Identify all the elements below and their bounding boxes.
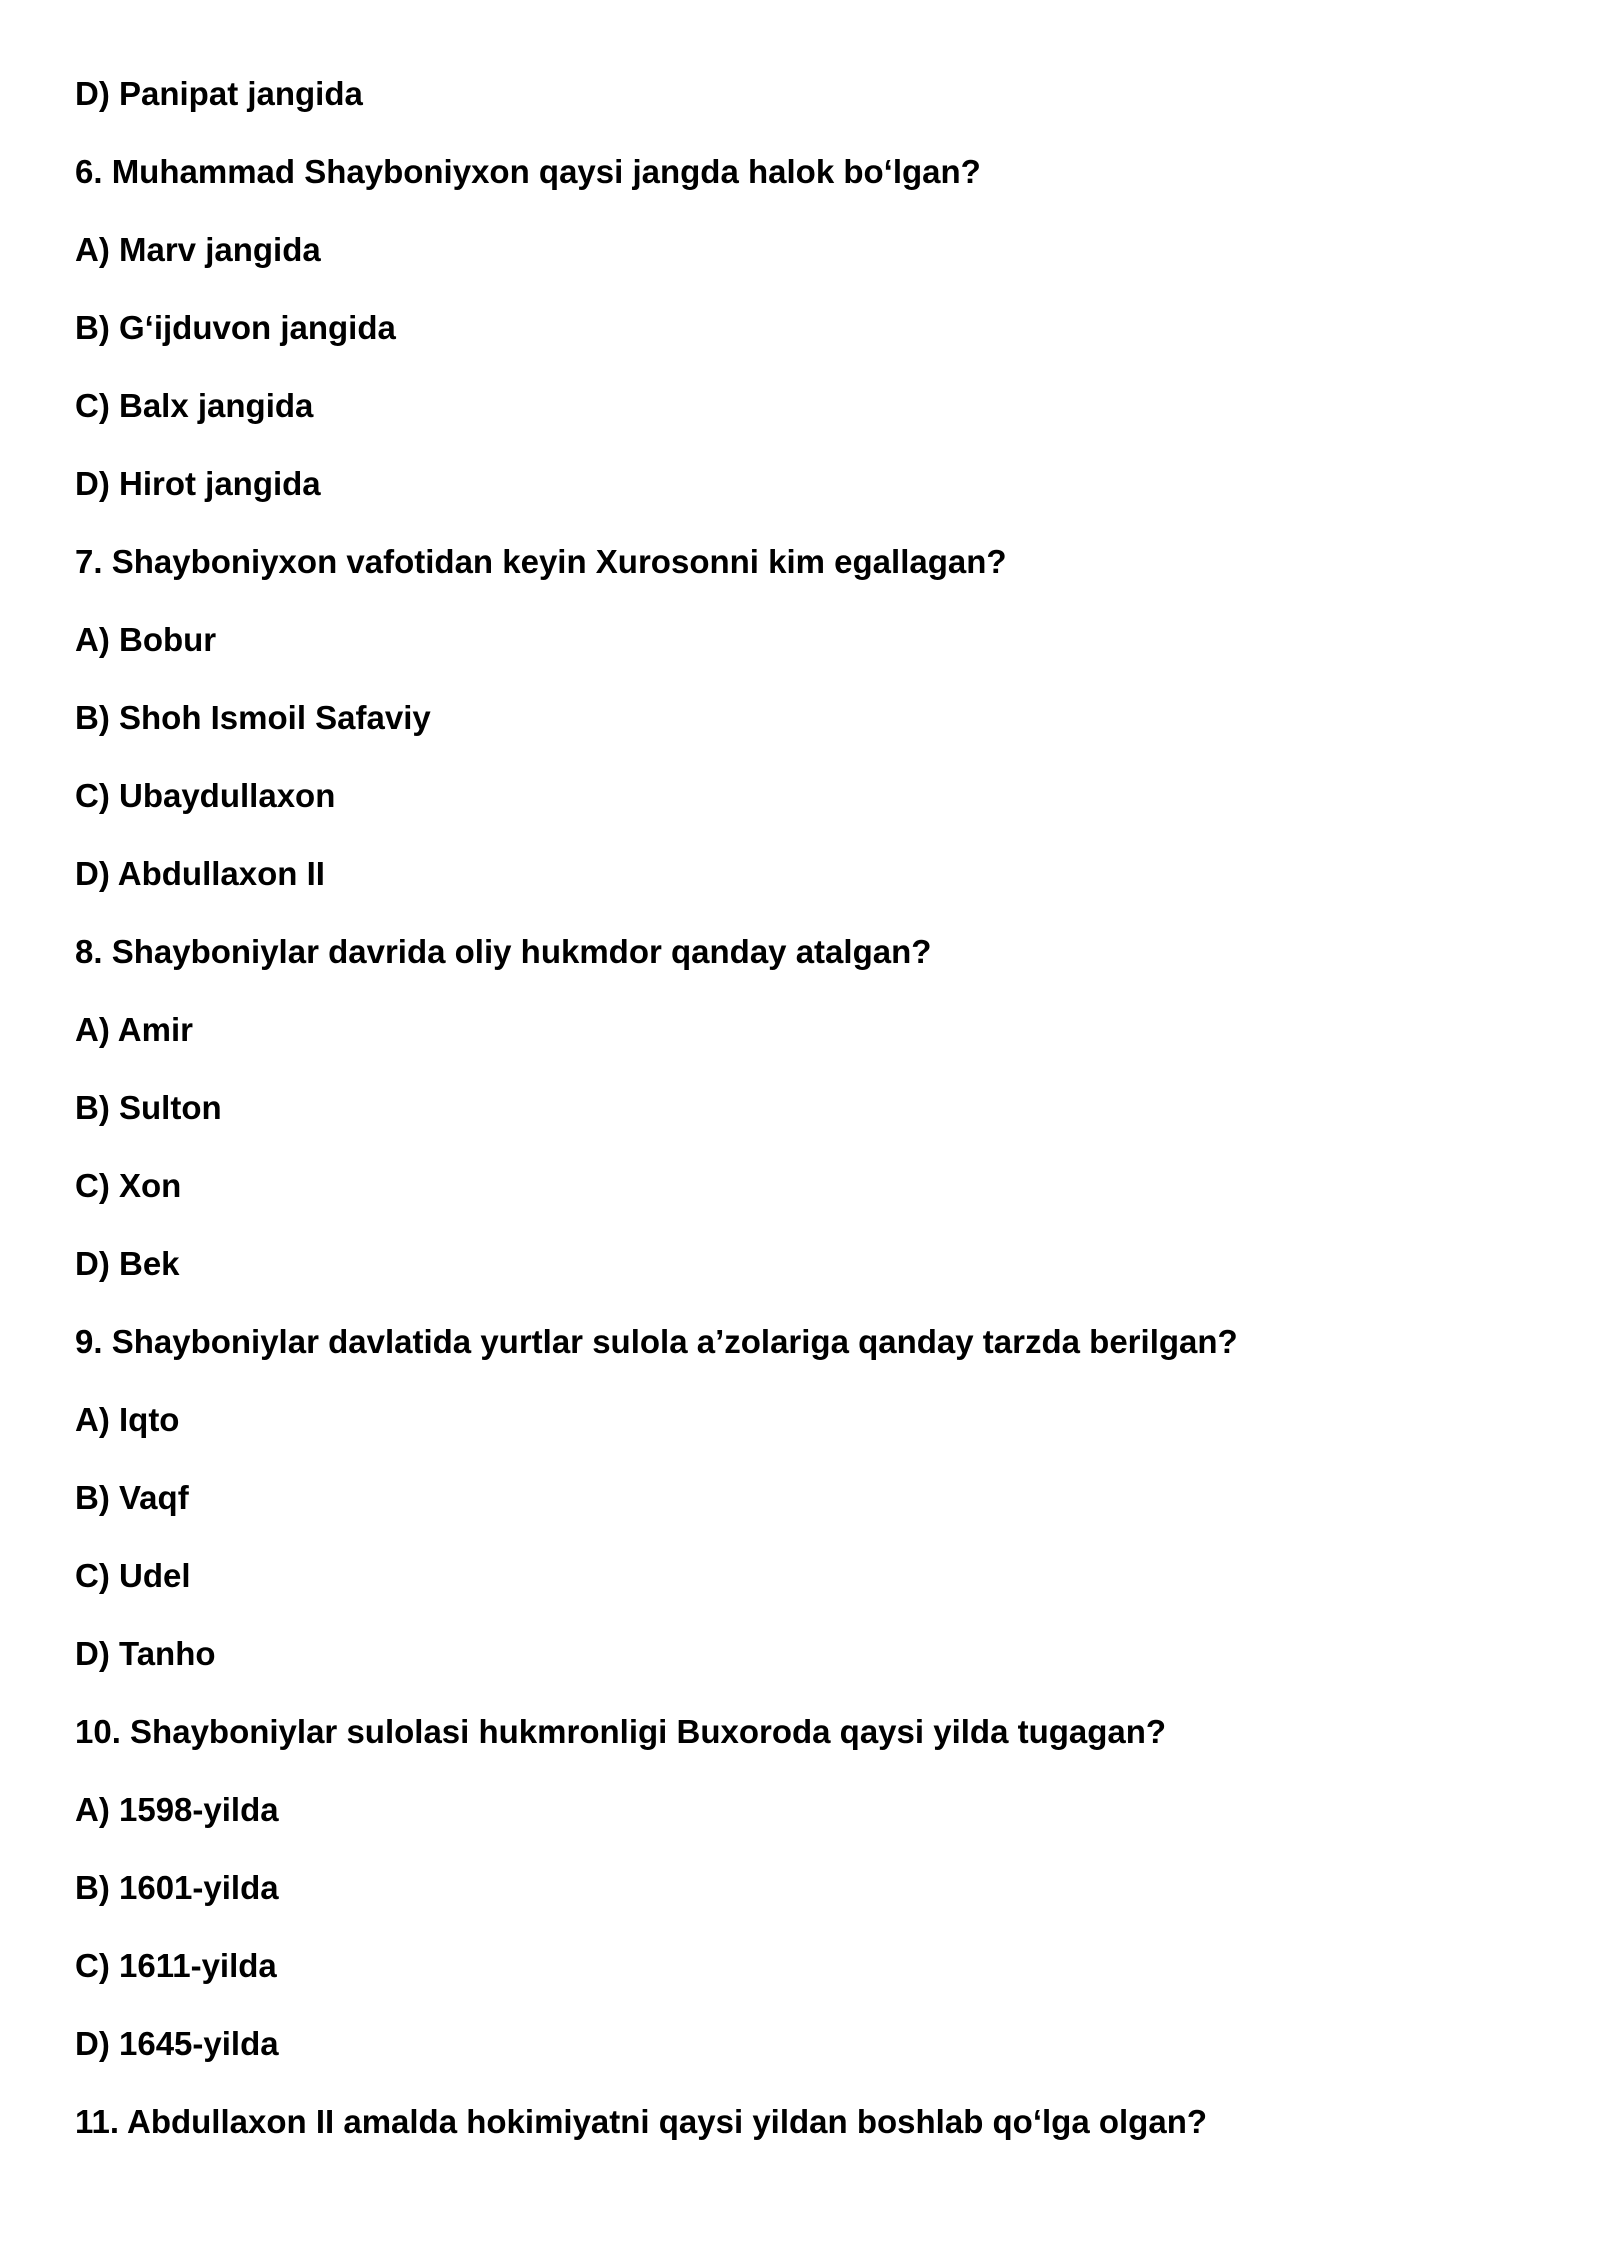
answer-option: D) Panipat jangida: [75, 75, 363, 112]
answer-option: C) Udel: [75, 1557, 191, 1594]
answer-option: D) Tanho: [75, 1635, 216, 1672]
answer-option: A) Bobur: [75, 621, 217, 658]
question-9: 9. Shayboniylar davlatida yurtlar sulola a’zolariga qanday tarzda berilgan?: [75, 1323, 1238, 1360]
answer-option: A) Amir: [75, 1011, 193, 1048]
answer-option: B) G‘ijduvon jangida: [75, 309, 396, 346]
answer-option: C) Xon: [75, 1167, 182, 1204]
question-list: [75, 70, 1555, 2176]
answer-option: D) Abdullaxon II: [75, 855, 325, 892]
answer-option: D) Hirot jangida: [75, 465, 321, 502]
answer-option: A) Iqto: [75, 1401, 180, 1438]
answer-option: B) Sulton: [75, 1089, 222, 1126]
answer-option: D) 1645-yilda: [75, 2025, 279, 2062]
question-8: 8. Shayboniylar davrida oliy hukmdor qanday atalgan?: [75, 933, 932, 970]
answer-option: C) Balx jangida: [75, 387, 314, 424]
answer-option: D) Bek: [75, 1245, 180, 1282]
answer-option: B) Vaqf: [75, 1479, 189, 1516]
answer-option: B) 1601-yilda: [75, 1869, 279, 1906]
answer-option: A) Marv jangida: [75, 231, 321, 268]
answer-option: C) Ubaydullaxon: [75, 777, 336, 814]
answer-option: A) 1598-yilda: [75, 1791, 279, 1828]
question-6: 6. Muhammad Shayboniyxon qaysi jangda halok bo‘lgan?: [75, 153, 981, 190]
answer-option: B) Shoh Ismoil Safaviy: [75, 699, 431, 736]
question-7: 7. Shayboniyxon vafotidan keyin Xurosonni kim egallagan?: [75, 543, 1007, 580]
question-10: 10. Shayboniylar sulolasi hukmronligi Buxoroda qaysi yilda tugagan?: [75, 1713, 1167, 1750]
question-11: 11. Abdullaxon II amalda hokimiyatni qaysi yildan boshlab qo‘lga olgan?: [75, 2103, 1208, 2140]
answer-option: C) 1611-yilda: [75, 1947, 277, 1984]
